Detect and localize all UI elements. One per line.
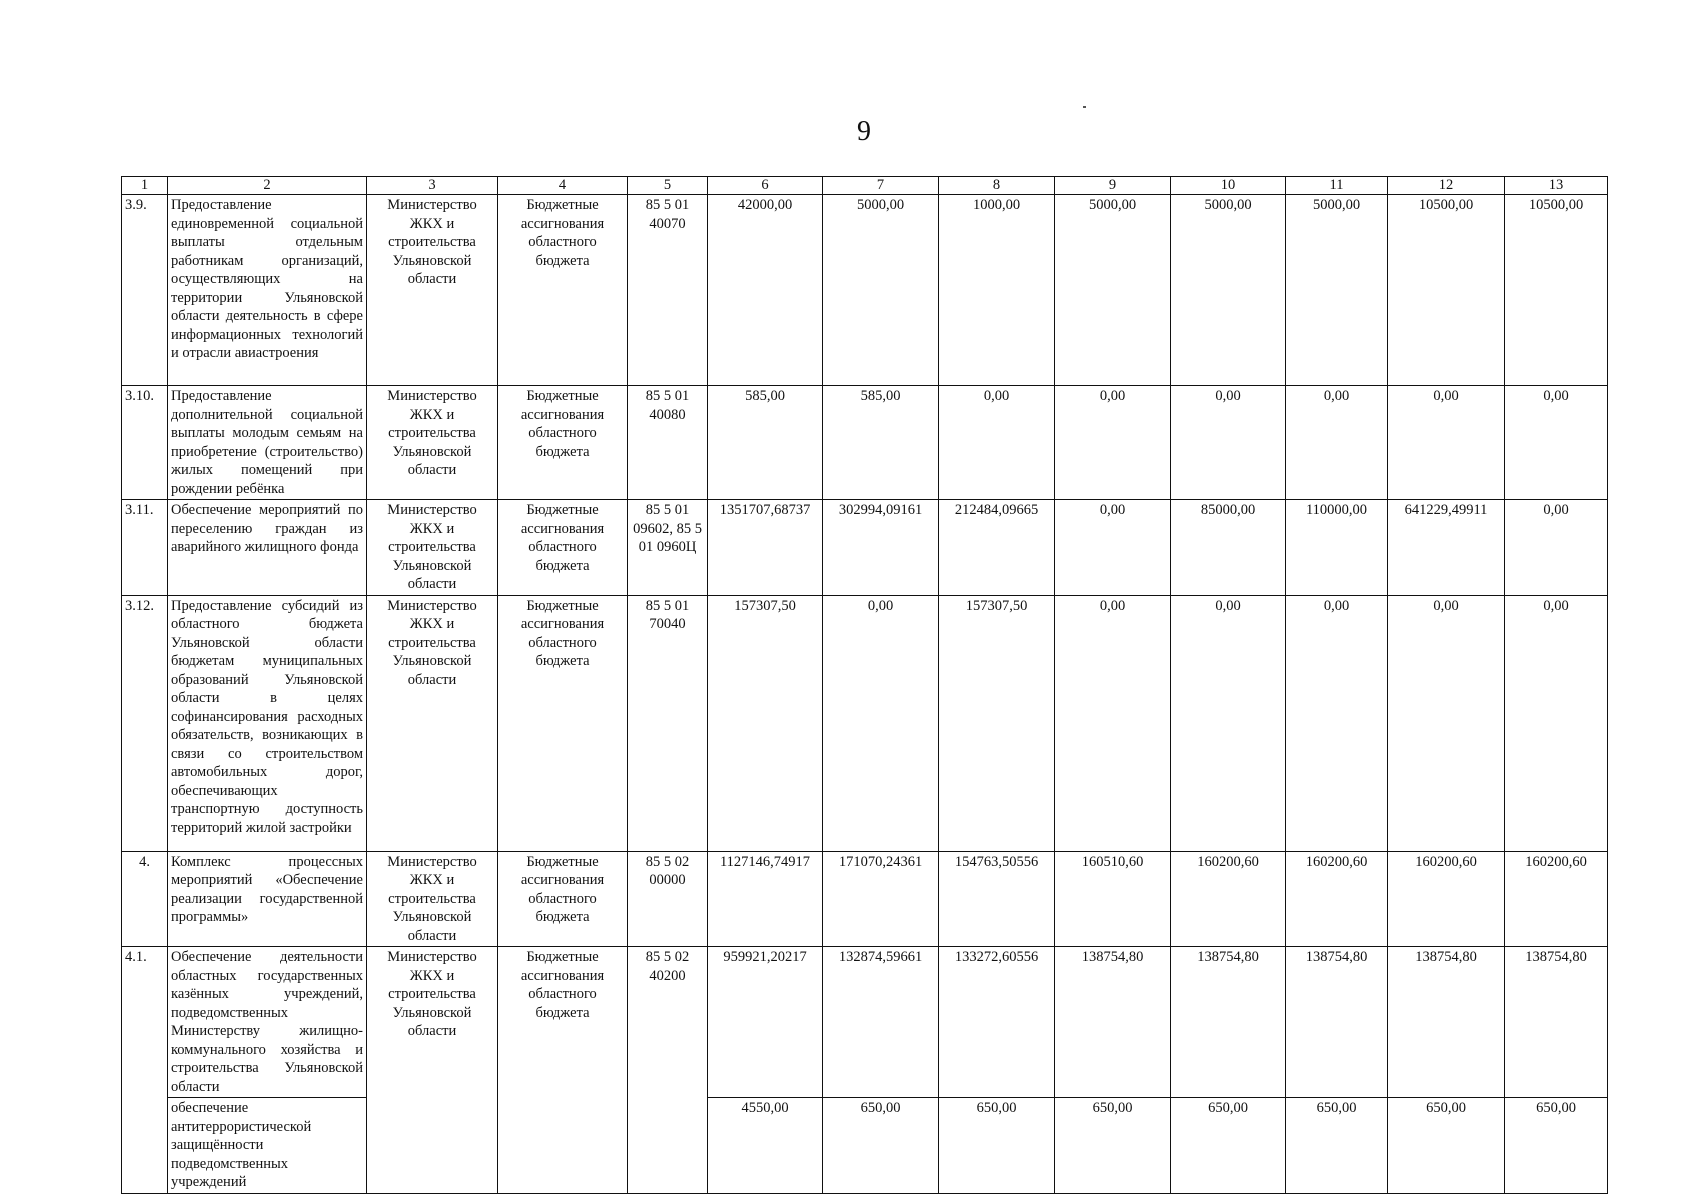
value-cell: 5000,00 [1171,195,1286,386]
row-number: 3.11. [122,500,168,596]
value-cell: 110000,00 [1286,500,1388,596]
value-cell: 157307,50 [939,595,1055,851]
value-cell: 132874,59661 [823,947,939,1098]
value-cell: 650,00 [1505,1098,1608,1194]
header-cell: 12 [1388,177,1505,195]
value-cell: 42000,00 [708,195,823,386]
value-cell: 154763,50556 [939,851,1055,947]
page-number: 9 [857,116,871,147]
value-cell: 138754,80 [1055,947,1171,1098]
value-cell: 1127146,74917 [708,851,823,947]
header-cell: 10 [1171,177,1286,195]
value-cell: 1351707,68737 [708,500,823,596]
value-cell: 650,00 [823,1098,939,1194]
value-cell: 157307,50 [708,595,823,851]
value-cell: 85000,00 [1171,500,1286,596]
value-cell: 138754,80 [1388,947,1505,1098]
value-cell: 10500,00 [1388,195,1505,386]
value-cell: 0,00 [1388,386,1505,500]
value-cell: 585,00 [823,386,939,500]
value-cell: 641229,49911 [1388,500,1505,596]
value-cell: 0,00 [1505,595,1608,851]
row-source: Бюджетные ассигнования областного бюджета [498,947,628,1194]
value-cell: 0,00 [939,386,1055,500]
row-ministry: Министерство ЖКХ и строительства Ульяновской области [367,500,498,596]
table-row [122,386,1608,500]
row-description: Обеспечение деятельности областных государственных казённых учреждений, подведомственных Министерству жилищно-коммунального хозяйства и строительства Ульяновской области [168,947,367,1098]
value-cell: 138754,80 [1505,947,1608,1098]
value-cell: 138754,80 [1286,947,1388,1098]
header-cell: 11 [1286,177,1388,195]
value-cell: 138754,80 [1171,947,1286,1098]
value-cell: 10500,00 [1505,195,1608,386]
value-cell: 650,00 [1055,1098,1171,1194]
row-source: Бюджетные ассигнования областного бюджета [498,500,628,596]
value-cell: 0,00 [823,595,939,851]
header-row [122,177,1608,195]
value-cell: 171070,24361 [823,851,939,947]
value-cell: 650,00 [1388,1098,1505,1194]
value-cell: 4550,00 [708,1098,823,1194]
row-ministry: Министерство ЖКХ и строительства Ульяновской области [367,595,498,851]
value-cell: 133272,60556 [939,947,1055,1098]
row-source: Бюджетные ассигнования областного бюджета [498,851,628,947]
value-cell: 0,00 [1505,386,1608,500]
header-cell: 8 [939,177,1055,195]
value-cell: 5000,00 [1286,195,1388,386]
value-cell: 650,00 [1171,1098,1286,1194]
value-cell: 585,00 [708,386,823,500]
row-number: 3.12. [122,595,168,851]
value-cell: 959921,20217 [708,947,823,1098]
value-cell: 0,00 [1055,386,1171,500]
header-cell: 13 [1505,177,1608,195]
value-cell: 0,00 [1171,386,1286,500]
header-cell: 5 [628,177,708,195]
subrow-description: обеспечение антитеррористической защищённости подведомственных учреждений [168,1098,367,1194]
value-cell: 0,00 [1055,595,1171,851]
row-number: 4. [122,851,168,947]
value-cell: 650,00 [1286,1098,1388,1194]
value-cell: 0,00 [1055,500,1171,596]
row-source: Бюджетные ассигнования областного бюджета [498,595,628,851]
value-cell: 5000,00 [823,195,939,386]
table-subrow [122,1098,1608,1194]
table-row [122,500,1608,596]
row-code: 85 5 01 70040 [628,595,708,851]
row-code: 85 5 02 40200 [628,947,708,1194]
value-cell: 0,00 [1388,595,1505,851]
row-code: 85 5 01 40080 [628,386,708,500]
value-cell: 5000,00 [1055,195,1171,386]
header-cell: 2 [168,177,367,195]
value-cell: 0,00 [1286,386,1388,500]
value-cell: 650,00 [939,1098,1055,1194]
header-cell: 6 [708,177,823,195]
table-row [122,851,1608,947]
row-code: 85 5 01 09602, 85 5 01 0960Ц [628,500,708,596]
row-source: Бюджетные ассигнования областного бюджета [498,386,628,500]
value-cell: 0,00 [1505,500,1608,596]
row-ministry: Министерство ЖКХ и строительства Ульяновской области [367,386,498,500]
row-number: 3.9. [122,195,168,386]
row-code: 85 5 01 40070 [628,195,708,386]
table-row [122,595,1608,851]
value-cell: 302994,09161 [823,500,939,596]
row-description: Предоставление субсидий из областного бюджета Ульяновской области бюджетам муниципальных образований Ульяновской области в целях софинансирования расходных обязательств, возникающих в связи со строительством автомобильных дорог, обеспечивающих транспортную доступность территорий жилой застройки [168,595,367,851]
row-ministry: Министерство ЖКХ и строительства Ульяновской области [367,947,498,1194]
scan-speck [1083,106,1086,108]
value-cell: 0,00 [1286,595,1388,851]
row-source: Бюджетные ассигнования областного бюджета [498,195,628,386]
value-cell: 160200,60 [1505,851,1608,947]
value-cell: 1000,00 [939,195,1055,386]
table-row [122,947,1608,1098]
value-cell: 0,00 [1171,595,1286,851]
budget-table [121,176,1608,1194]
row-ministry: Министерство ЖКХ и строительства Ульяновской области [367,851,498,947]
row-number: 3.10. [122,386,168,500]
table-row [122,195,1608,386]
row-code: 85 5 02 00000 [628,851,708,947]
row-ministry: Министерство ЖКХ и строительства Ульяновской области [367,195,498,386]
value-cell: 160200,60 [1171,851,1286,947]
row-description: Комплекс процессных мероприятий «Обеспечение реализации государственной программы» [168,851,367,947]
row-description: Предоставление единовременной социальной выплаты отдельным работникам организаций, осуществляющих на территории Ульяновской области деятельность в сфере информационных технологий и отрасли авиастроения [168,195,367,386]
value-cell: 160510,60 [1055,851,1171,947]
header-cell: 9 [1055,177,1171,195]
header-cell: 1 [122,177,168,195]
header-cell: 3 [367,177,498,195]
value-cell: 160200,60 [1388,851,1505,947]
value-cell: 160200,60 [1286,851,1388,947]
value-cell: 212484,09665 [939,500,1055,596]
header-cell: 7 [823,177,939,195]
header-cell: 4 [498,177,628,195]
row-description: Обеспечение мероприятий по переселению граждан из аварийного жилищного фонда [168,500,367,596]
row-description: Предоставление дополнительной социальной выплаты молодым семьям на приобретение (строительство) жилых помещений при рождении ребёнка [168,386,367,500]
row-number: 4.1. [122,947,168,1194]
